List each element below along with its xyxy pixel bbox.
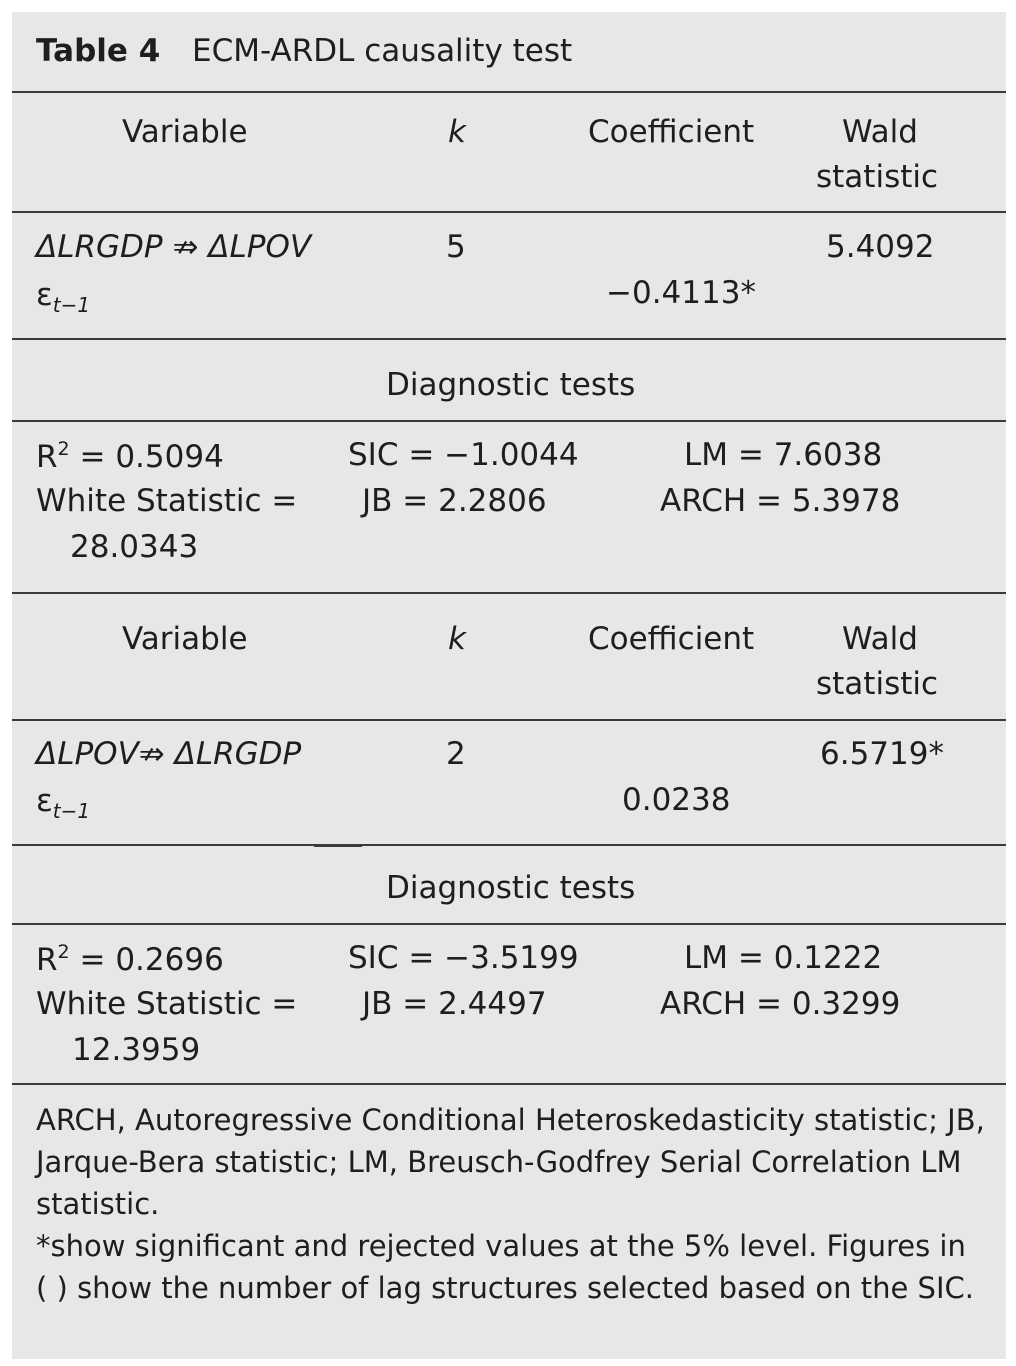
- diagnostics-title: Diagnostic tests: [386, 367, 636, 403]
- header-rule: [12, 719, 1006, 721]
- ect-coefficient: −0.4113*: [606, 275, 756, 311]
- epsilon-subscript: t−1: [52, 799, 91, 823]
- diagnostic-white-value: 28.0343: [70, 529, 199, 565]
- epsilon-symbol: ε: [36, 277, 53, 313]
- body-rule: [12, 338, 1006, 340]
- header-coefficient: Coefficient: [588, 621, 755, 657]
- table-title: ECM-ARDL causality test: [192, 33, 573, 69]
- diagnostic-r2: [36, 943, 224, 976]
- block-separator-rule: [12, 592, 1006, 594]
- header-wald: Wald: [842, 114, 918, 150]
- row-variable: ΔLRGDP ⇏ ΔLPOV: [36, 229, 312, 265]
- table-label: Table 4: [36, 33, 161, 69]
- top-rule: [12, 91, 1006, 93]
- header-variable: Variable: [122, 621, 248, 657]
- r2-symbol: R: [36, 439, 58, 475]
- diagnostic-white-value: 12.3959: [72, 1032, 201, 1068]
- r2-value: = 0.2696: [69, 942, 224, 978]
- row-k: 5: [446, 229, 466, 265]
- table-footnotes: [36, 1099, 986, 1309]
- diagnostics-title: Diagnostic tests: [386, 870, 636, 906]
- row-k: 2: [446, 736, 466, 772]
- r2-value: = 0.5094: [69, 439, 224, 475]
- diagnostic-lm: LM = 7.6038: [684, 437, 883, 473]
- header-wald-statistic: statistic: [816, 666, 939, 702]
- row-wald: 6.5719*: [820, 736, 944, 772]
- header-variable: Variable: [122, 114, 248, 150]
- header-rule: [12, 211, 1006, 213]
- r2-exponent: 2: [57, 941, 70, 963]
- footnote-abbreviations: ARCH, Autoregressive Conditional Heteroskedasticity statistic; JB, Jarque-Bera statistic; LM, Breusch-Godfrey Serial Correlation LM statistic.: [36, 1103, 985, 1221]
- diagnostic-jb: JB = 2.2806: [362, 483, 547, 519]
- body-rule: [12, 844, 1006, 846]
- diagnostic-arch: ARCH = 5.3978: [660, 483, 901, 519]
- header-wald-statistic: statistic: [816, 159, 939, 195]
- diagnostic-lm: LM = 0.1222: [684, 940, 883, 976]
- r2-exponent: 2: [57, 438, 70, 460]
- diagnostic-r2: [36, 440, 224, 473]
- epsilon-symbol: ε: [36, 783, 53, 819]
- header-k: k: [448, 114, 466, 150]
- diagnostic-arch: ARCH = 0.3299: [660, 986, 901, 1022]
- r2-symbol: R: [36, 942, 58, 978]
- diagnostics-rule: [12, 420, 1006, 422]
- diagnostic-white: White Statistic =: [36, 986, 298, 1022]
- bottom-rule: [12, 1083, 1006, 1085]
- ect-term: [36, 783, 91, 823]
- header-coefficient: Coefficient: [588, 114, 755, 150]
- diagnostic-jb: JB = 2.4497: [362, 986, 547, 1022]
- epsilon-subscript: t−1: [52, 293, 91, 317]
- diagnostic-white: White Statistic =: [36, 483, 298, 519]
- diagnostics-rule: [12, 923, 1006, 925]
- table-panel: [12, 12, 1006, 1359]
- ect-term: [36, 277, 91, 317]
- diagnostic-sic: SIC = −3.5199: [348, 940, 579, 976]
- header-k: k: [448, 621, 466, 657]
- row-variable: ΔLPOV⇏ ΔLRGDP: [36, 736, 302, 772]
- header-wald: Wald: [842, 621, 918, 657]
- ect-coefficient: 0.0238: [622, 782, 731, 818]
- row-wald: 5.4092: [826, 229, 935, 265]
- diagnostic-sic: SIC = −1.0044: [348, 437, 579, 473]
- footnote-significance: *show significant and rejected values at the 5% level. Figures in ( ) show the number of lag structures selected based on the SIC.: [36, 1229, 974, 1305]
